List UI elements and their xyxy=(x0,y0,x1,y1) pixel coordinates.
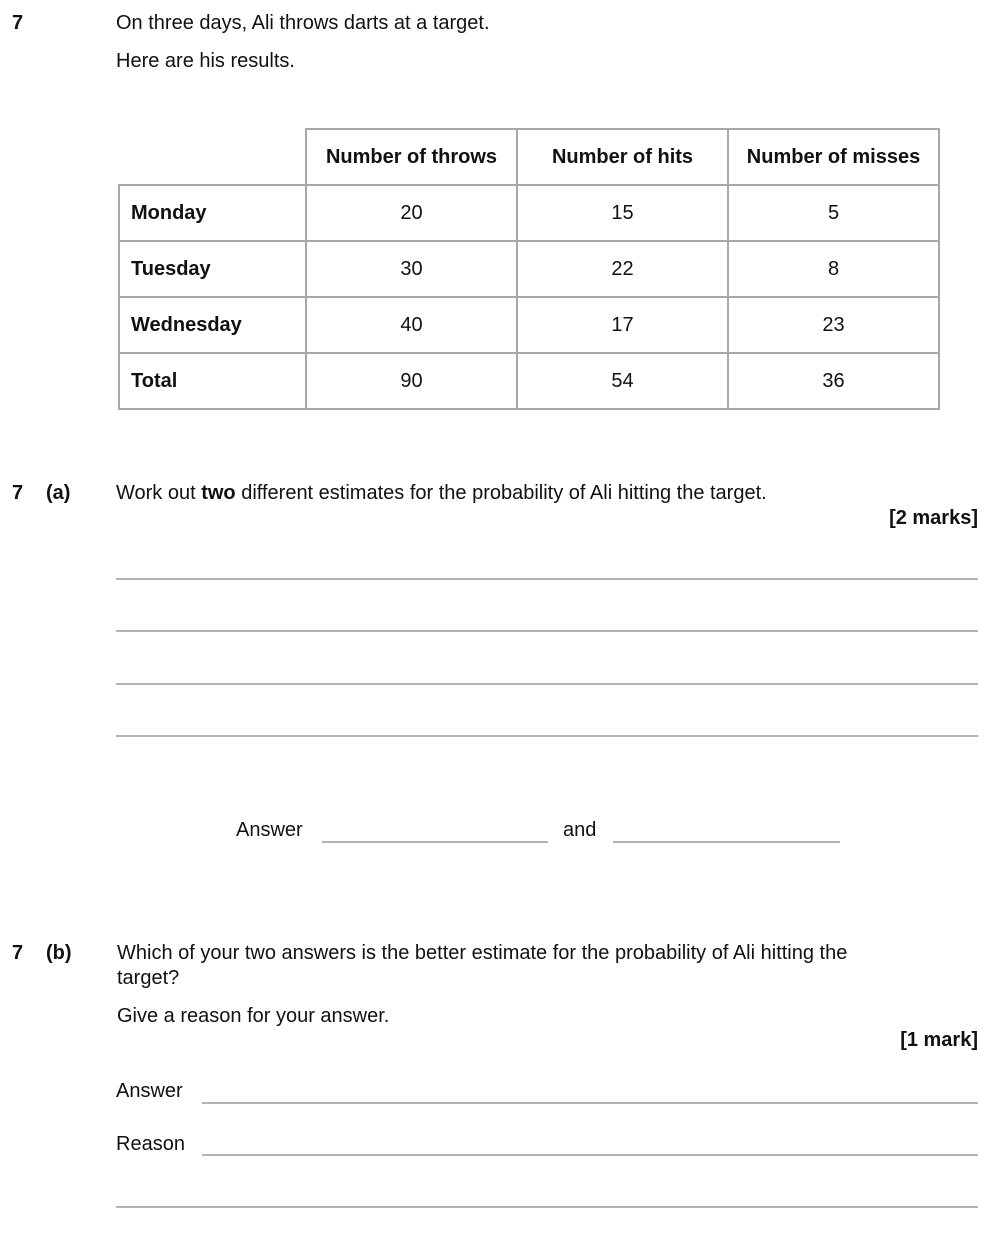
part-b-reason-label: Reason xyxy=(116,1133,185,1155)
cell-total-throws: 90 xyxy=(306,353,517,409)
part-b-label: (b) xyxy=(46,942,72,964)
part-a-answer-label: Answer xyxy=(236,819,303,841)
table-row xyxy=(119,185,939,241)
working-line-3[interactable] xyxy=(116,683,978,685)
question-intro-line1: On three days, Ali throws darts at a target. xyxy=(116,12,490,34)
question-intro-line2: Here are his results. xyxy=(116,50,295,72)
cell-wednesday-misses: 23 xyxy=(728,297,939,353)
cell-monday-misses: 5 xyxy=(728,185,939,241)
cell-total-misses: 36 xyxy=(728,353,939,409)
cell-tuesday-throws: 30 xyxy=(306,241,517,297)
table-row xyxy=(119,241,939,297)
part-a-text-bold: two xyxy=(201,482,236,504)
header-throws: Number of throws xyxy=(306,129,517,185)
table-header-row xyxy=(119,129,939,185)
cell-tuesday-misses: 8 xyxy=(728,241,939,297)
row-label-wednesday: Wednesday xyxy=(119,297,306,353)
header-misses: Number of misses xyxy=(728,129,939,185)
working-line-4[interactable] xyxy=(116,735,978,737)
results-table xyxy=(118,128,940,410)
row-label-tuesday: Tuesday xyxy=(119,241,306,297)
header-hits: Number of hits xyxy=(517,129,728,185)
working-line-1[interactable] xyxy=(116,578,978,580)
part-b-question-line1: Which of your two answers is the better estimate for the probability of Ali hitting the xyxy=(117,942,848,964)
part-a-marks: [2 marks] xyxy=(889,507,978,529)
part-b-question-line3: Give a reason for your answer. xyxy=(117,1005,390,1027)
part-a-label: (a) xyxy=(46,482,71,504)
cell-monday-hits: 15 xyxy=(517,185,728,241)
cell-wednesday-hits: 17 xyxy=(517,297,728,353)
cell-tuesday-hits: 22 xyxy=(517,241,728,297)
working-line-2[interactable] xyxy=(116,630,978,632)
part-b-marks: [1 mark] xyxy=(900,1029,978,1051)
row-label-monday: Monday xyxy=(119,185,306,241)
part-a-and-label: and xyxy=(563,819,597,841)
part-a-answer-line-1[interactable] xyxy=(322,841,548,843)
part-a-text-after: different estimates for the probability of Ali hitting the target. xyxy=(235,482,767,504)
cell-total-hits: 54 xyxy=(517,353,728,409)
part-a-answer-line-2[interactable] xyxy=(613,841,840,843)
table-corner-cell xyxy=(119,129,306,185)
part-b-reason-line[interactable] xyxy=(202,1154,978,1156)
part-a-number: 7 xyxy=(12,482,24,504)
cell-monday-throws: 20 xyxy=(306,185,517,241)
question-number: 7 xyxy=(12,12,24,34)
part-b-number: 7 xyxy=(12,942,24,964)
part-b-answer-label: Answer xyxy=(116,1080,183,1102)
row-label-total: Total xyxy=(119,353,306,409)
table-row xyxy=(119,353,939,409)
cell-wednesday-throws: 40 xyxy=(306,297,517,353)
part-a-text-before: Work out xyxy=(116,482,202,504)
part-b-answer-line[interactable] xyxy=(202,1102,978,1104)
part-b-question-line2: target? xyxy=(117,967,180,989)
part-b-reason-line-2[interactable] xyxy=(116,1206,978,1208)
part-a-question xyxy=(116,482,767,505)
table-row xyxy=(119,297,939,353)
